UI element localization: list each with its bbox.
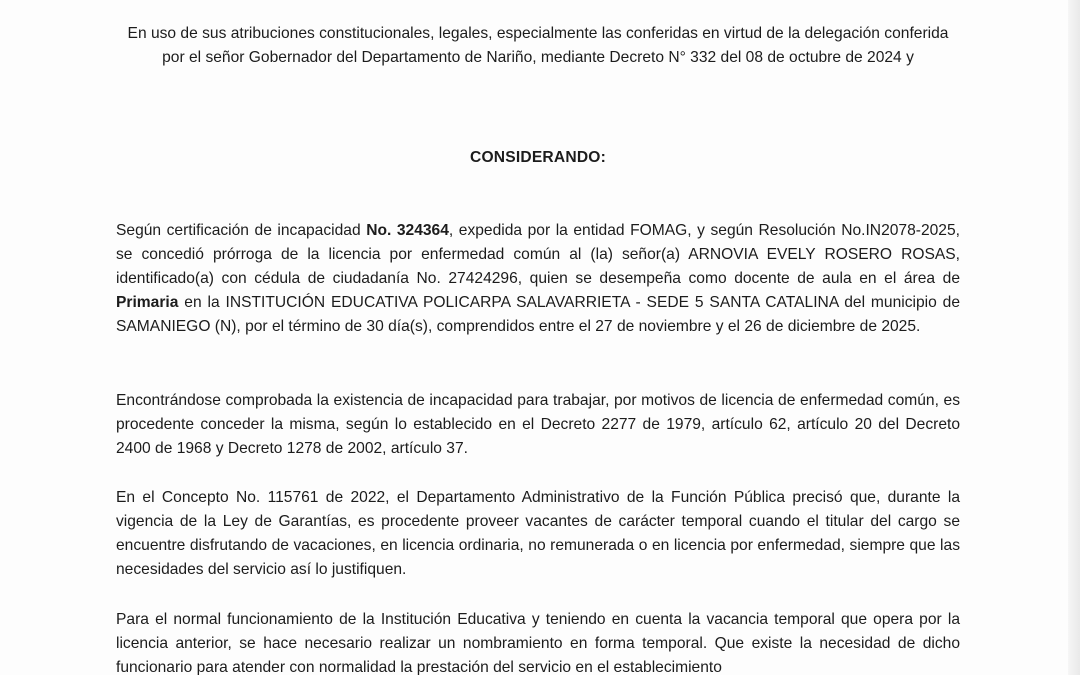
paragraph-incapacity-certification — [116, 219, 960, 339]
intro-paragraph: En uso de sus atribuciones constitucionales, legales, especialmente las conferidas en virtud de la delegación conferida por el señor Gobernador del Departamento de Nariño, mediante Decreto N° 332 del 08 de octubre de 2024 y — [127, 25, 949, 66]
paragraph-incapacity-proof: Encontrándose comprobada la existencia de incapacidad para trabajar, por motivos de licencia de enfermedad común, es procedente conceder la misma, según lo establecido en el Decreto 2277 de 1979, artículo 62, artículo 20 del Decreto 2400 de 1968 y Decreto 1278 de 2002, artículo 37. — [116, 392, 960, 457]
para1-area: Primaria — [116, 294, 179, 311]
para1-text-a: Según certificación de incapacidad — [116, 222, 367, 239]
paragraph-normal-funcionamiento: Para el normal funcionamiento de la Institución Educativa y teniendo en cuenta la vacancia temporal que opera por la licencia anterior, se hace necesario realizar un nombramiento en forma temporal. Que existe la necesidad de dicho funcionario para atender con normalidad la prestación del servicio en el establecimiento — [116, 611, 960, 675]
para1-cert-number: No. 324364 — [366, 222, 449, 239]
paragraph-concepto-funcion-publica: En el Concepto No. 115761 de 2022, el Departamento Administrativo de la Función Pública precisó que, durante la vigencia de la Ley de Garantías, es procedente proveer vacantes de carácter temporal cuando el titular del cargo se encuentre disfrutando de vacaciones, en licencia ordinaria, no remunerada o en licencia por enfermedad, siempre que las necesidades del servicio así lo justifiquen. — [116, 489, 960, 578]
page-edge-shadow — [1068, 0, 1080, 675]
considerando-heading: CONSIDERANDO: — [469, 149, 606, 166]
para1-text-c: en la INSTITUCIÓN EDUCATIVA POLICARPA SALAVARRIETA - SEDE 5 SANTA CATALINA del municipio de SAMANIEGO (N), por el término de 30 día(s), comprendidos entre el 27 de noviembre y el 26 de diciembre de 2025. — [116, 294, 960, 335]
para1-text-b: , expedida por la entidad FOMAG, y según Resolución No.IN2078-2025, se concedió prórroga de la licencia por enfermedad común al (la) señor(a) ARNOVIA EVELY ROSERO ROSAS, identificado(a) con cédula de ciudadanía No. 27424296, quien se desempeña como docente de aula en el área de — [116, 222, 960, 287]
